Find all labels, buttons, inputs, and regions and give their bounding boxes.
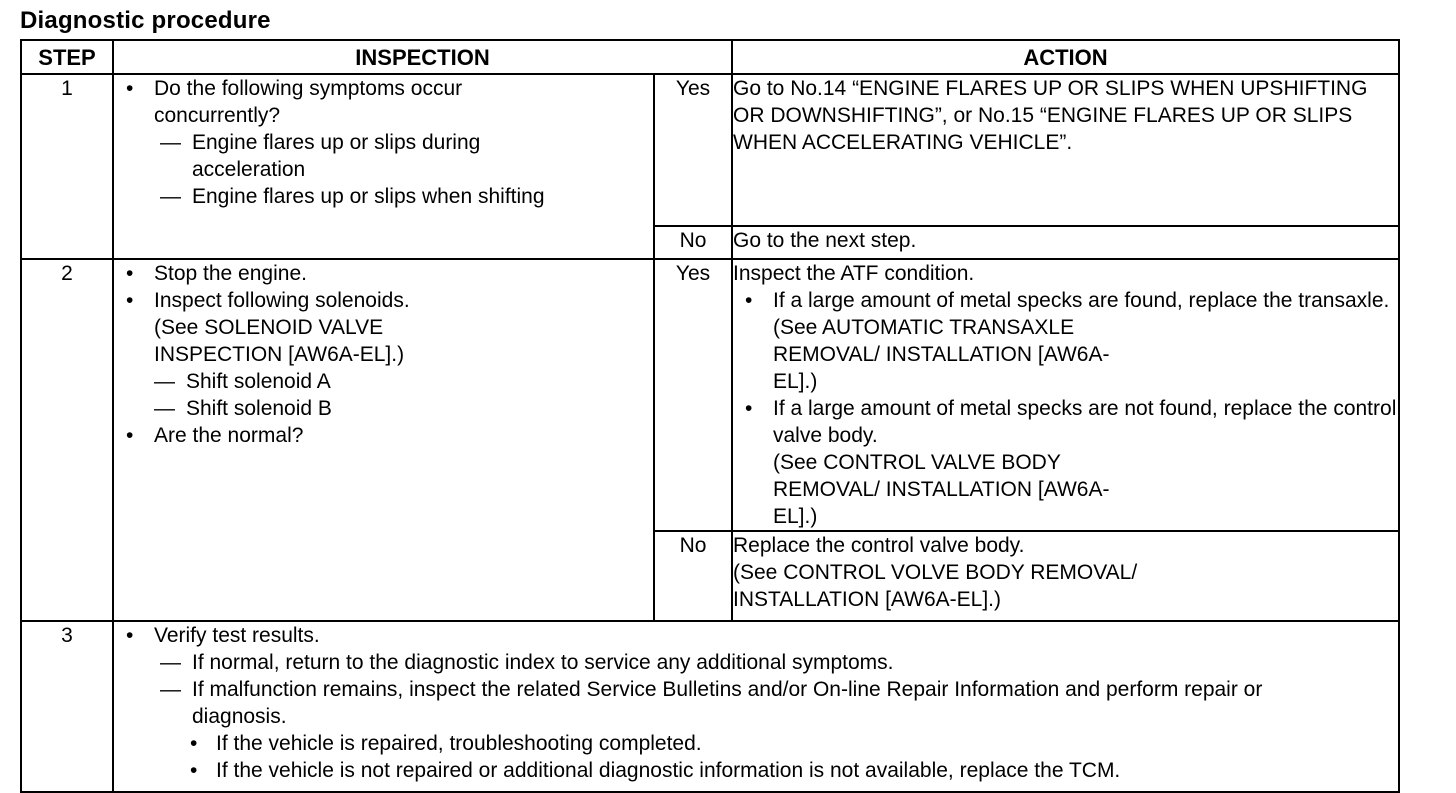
dash-marker: — bbox=[160, 651, 181, 674]
inspection-bullet: • Stop the engine. bbox=[114, 260, 653, 287]
action-intro: Inspect the ATF condition. bbox=[733, 262, 975, 285]
inspection-bullet: • Do the following symptoms occur concurrently? bbox=[114, 75, 534, 129]
inspection-bullet: • Inspect following solenoids. bbox=[114, 287, 653, 314]
inspection-sub-bullet: • If the vehicle is not repaired or additional diagnostic information is not available, replace the TCM. bbox=[114, 757, 1398, 784]
see-reference: (See AUTOMATIC TRANSAXLE REMOVAL/ INSTALLATION [AW6A-EL].) bbox=[773, 316, 1110, 393]
dash-marker: — bbox=[154, 397, 175, 420]
table-header-row bbox=[21, 40, 1399, 74]
inspection-sub-item: — Shift solenoid B bbox=[154, 397, 332, 420]
action-bullet: • If a large amount of metal specks are not found, replace the control valve body. bbox=[733, 395, 1398, 449]
step-2-inspection bbox=[113, 259, 654, 621]
step-1-no-action: Go to the next step. bbox=[732, 226, 1399, 259]
dash-marker: — bbox=[160, 185, 181, 208]
step-3-inspection bbox=[113, 621, 1399, 792]
no-label: No bbox=[654, 531, 732, 621]
yes-label: Yes bbox=[654, 74, 732, 226]
table-row bbox=[21, 74, 1399, 226]
step-number: 1 bbox=[21, 74, 113, 259]
step-1-inspection bbox=[113, 74, 654, 259]
diagnostic-table bbox=[20, 39, 1400, 793]
inspection-sub-item: — Shift solenoid A bbox=[154, 370, 331, 393]
dash-marker: — bbox=[154, 370, 175, 393]
step-number: 3 bbox=[21, 621, 113, 792]
step-number: 2 bbox=[21, 259, 113, 621]
yes-label: Yes bbox=[654, 259, 732, 531]
inspection-bullet: • Verify test results. bbox=[114, 622, 1398, 649]
see-reference: (See CONTROL VOLVE BODY REMOVAL/ INSTALLATION [AW6A-EL].) bbox=[733, 561, 1138, 611]
inspection-sub-bullet: • If the vehicle is repaired, troubleshooting completed. bbox=[114, 730, 1398, 757]
see-reference: (See SOLENOID VALVE INSPECTION [AW6A-EL].) bbox=[154, 316, 405, 366]
no-label: No bbox=[654, 226, 732, 259]
header-action: ACTION bbox=[732, 40, 1399, 74]
inspection-sub-item: — Engine flares up or slips when shifting bbox=[160, 185, 545, 208]
table-row bbox=[21, 621, 1399, 792]
see-reference: (See CONTROL VALVE BODY REMOVAL/ INSTALLATION [AW6A-EL].) bbox=[773, 451, 1110, 528]
header-step: STEP bbox=[21, 40, 113, 74]
page-title: Diagnostic procedure bbox=[20, 7, 271, 34]
step-2-no-action bbox=[732, 531, 1399, 621]
step-2-yes-action bbox=[732, 259, 1399, 531]
inspection-bullet: • Are the normal? bbox=[114, 422, 653, 449]
step-1-yes-action: Go to No.14 “ENGINE FLARES UP OR SLIPS WHEN UPSHIFTING OR DOWNSHIFTING”, or No.15 “ENGINE FLARES UP OR SLIPS WHEN ACCELERATING VEHICLE”. bbox=[732, 74, 1399, 226]
inspection-sub-item: — Engine flares up or slips during acceleration bbox=[160, 131, 481, 181]
dash-marker: — bbox=[160, 678, 181, 701]
action-text: Replace the control valve body. bbox=[733, 534, 1025, 557]
inspection-sub-item: — If normal, return to the diagnostic index to service any additional symptoms. bbox=[160, 651, 894, 674]
action-bullet: • If a large amount of metal specks are found, replace the transaxle. bbox=[733, 287, 1398, 314]
table-row bbox=[21, 259, 1399, 531]
inspection-sub-item: — If malfunction remains, inspect the related Service Bulletins and/or On-line Repair Information and perform repair or diagnosis. bbox=[160, 678, 1263, 728]
header-inspection: INSPECTION bbox=[113, 40, 732, 74]
dash-marker: — bbox=[160, 131, 181, 154]
